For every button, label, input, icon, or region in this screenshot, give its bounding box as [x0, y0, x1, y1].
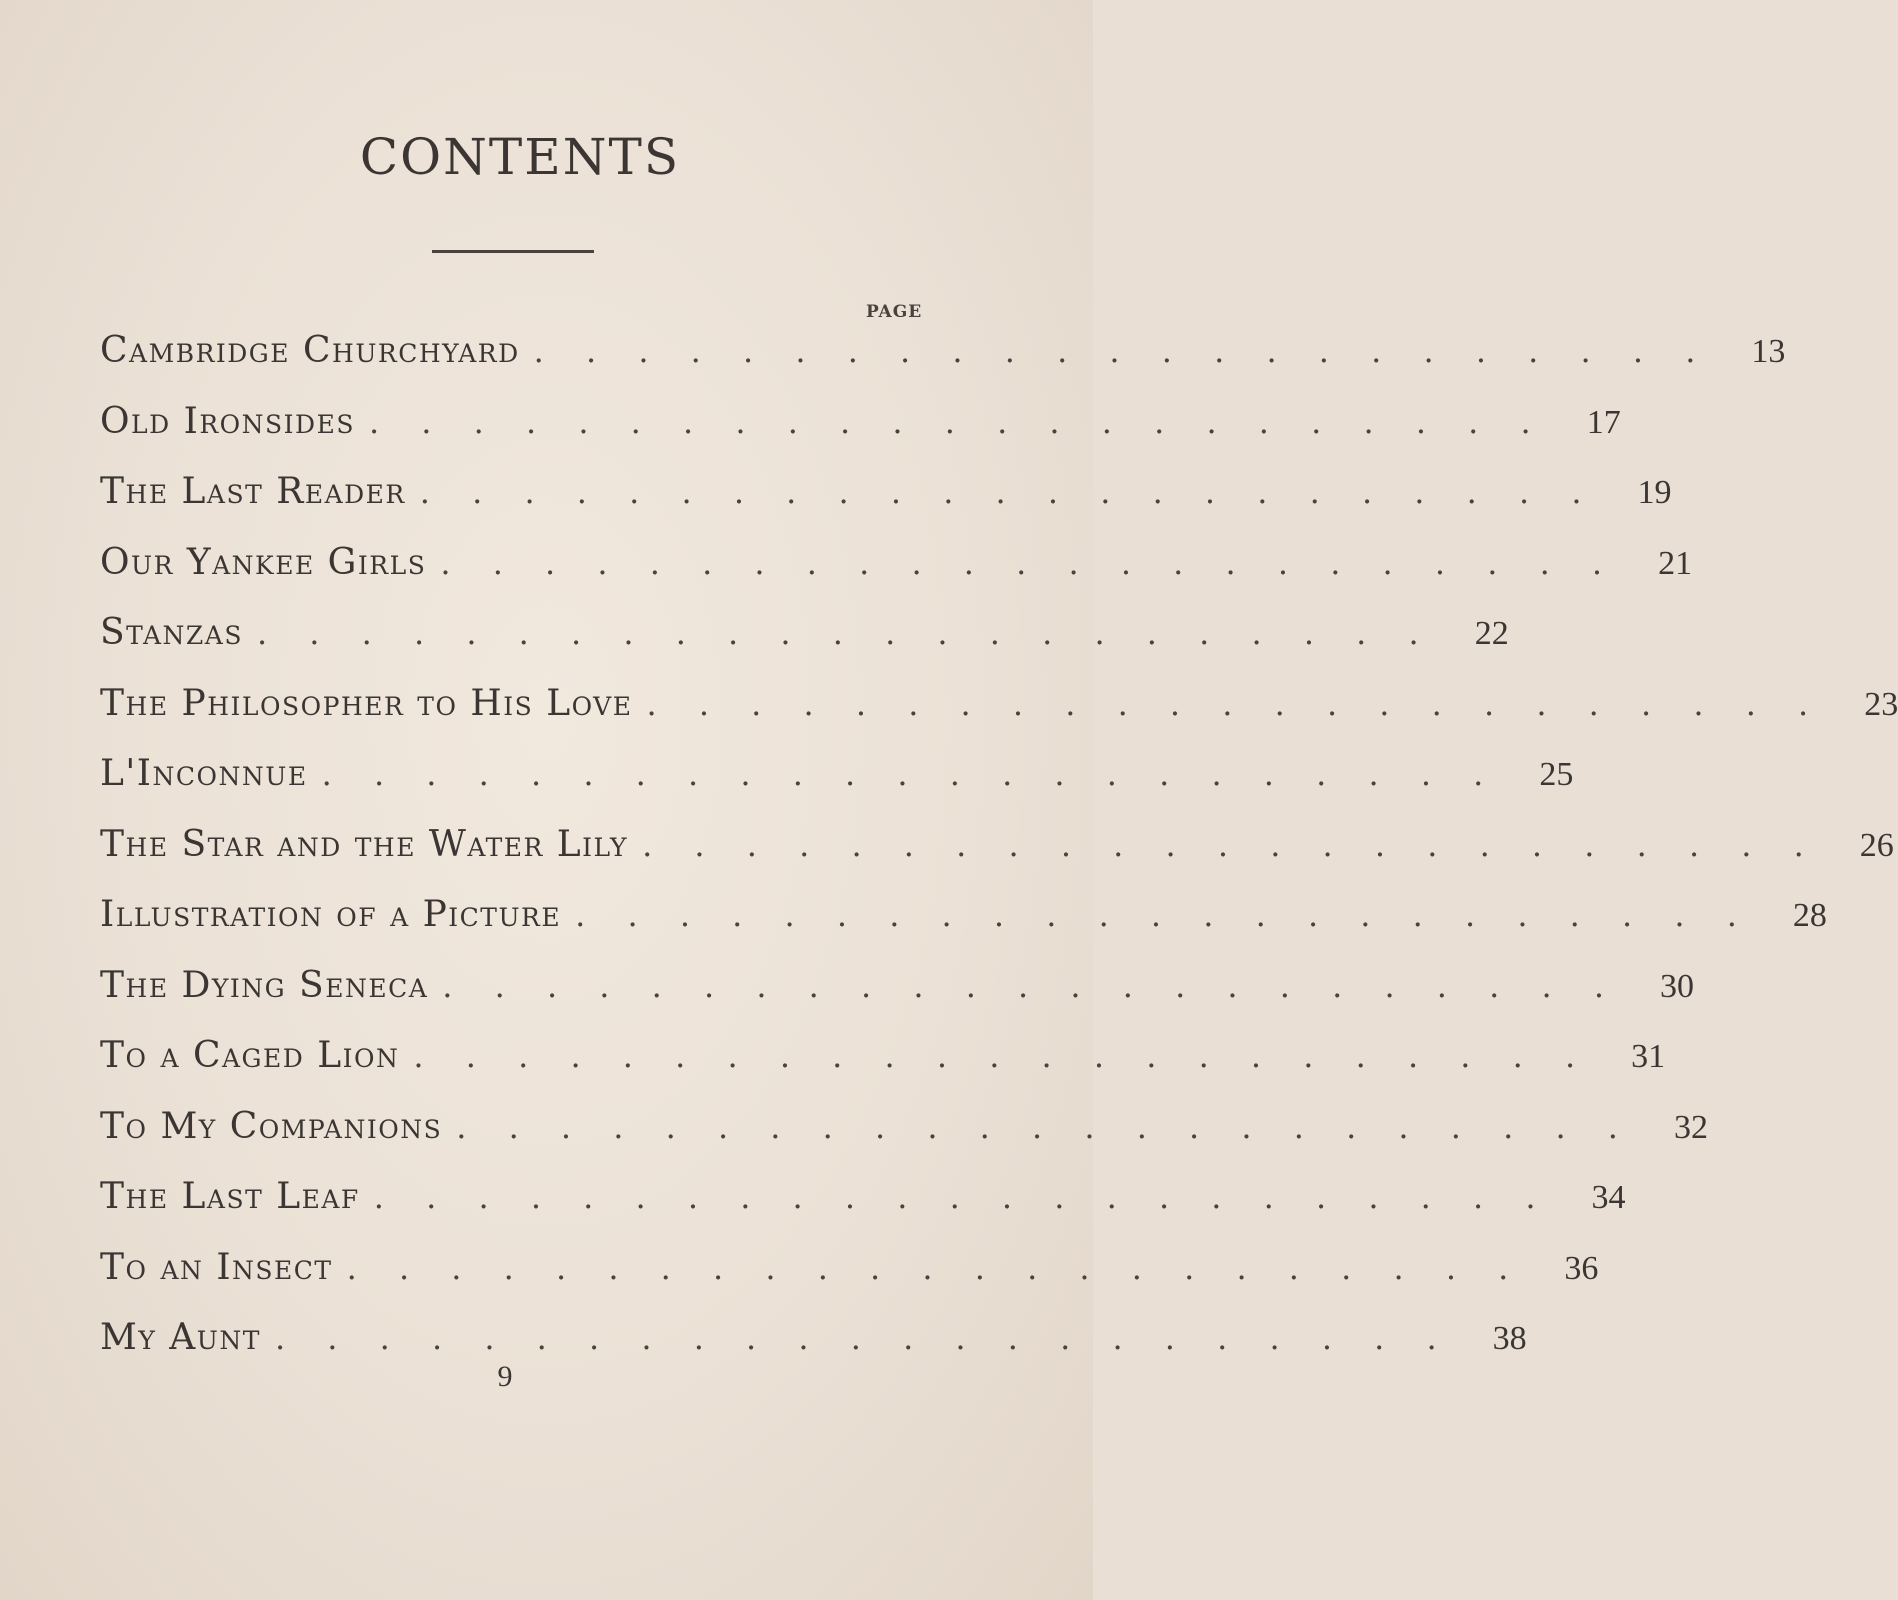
entry-page-number: 22	[1474, 615, 1509, 652]
entry-title: To an Insect	[100, 1246, 333, 1288]
contents-entry	[100, 400, 1621, 472]
dot-leader: . . . . . . . . . . . . . . . . . . . . . . .	[575, 896, 1753, 934]
dot-leader: . . . . . . . . . . . . . . . . . . . . . . .	[346, 1248, 1525, 1287]
entry-title: The Dying Seneca	[100, 964, 429, 1006]
entry-title: Cambridge Churchyard	[100, 330, 520, 371]
contents-list	[100, 330, 1898, 1388]
entry-title: Stanzas	[100, 612, 243, 653]
dot-leader: . . . . . . . . . . . . . . . . . . . . . . .	[642, 825, 1820, 864]
dot-leader: . . . . . . . . . . . . . . . . . . . . . . .	[274, 1319, 1453, 1357]
contents-entry	[100, 1176, 1626, 1247]
entry-title: My Aunt	[100, 1317, 261, 1358]
entry-title: The Philosopher to His Love	[100, 682, 633, 724]
entry-page-number: 17	[1586, 403, 1621, 441]
contents-entry	[100, 1105, 1708, 1177]
entry-title: To My Companions	[100, 1105, 443, 1147]
page-column-label: PAGE	[866, 302, 923, 322]
dot-leader: . . . . . . . . . . . . . . . . . . . . . . .	[646, 684, 1825, 723]
entry-page-number: 36	[1564, 1249, 1599, 1287]
dot-leader: . . . . . . . . . . . . . . . . . . . . . . .	[256, 614, 1435, 652]
contents-entry	[100, 823, 1894, 895]
contents-entry	[100, 1246, 1599, 1318]
dot-leader: . . . . . . . . . . . . . . . . . . . . . . .	[321, 755, 1500, 793]
contents-entry	[100, 964, 1694, 1036]
dot-leader: . . . . . . . . . . . . . . . . . . . . . . .	[456, 1107, 1634, 1146]
contents-entry	[100, 1035, 1666, 1106]
entry-page-number: 34	[1591, 1179, 1626, 1216]
entry-page-number: 32	[1673, 1108, 1708, 1146]
dot-leader: . . . . . . . . . . . . . . . . . . . . . . .	[533, 332, 1712, 370]
contents-entry	[100, 894, 1827, 965]
entry-page-number: 26	[1859, 826, 1894, 864]
entry-title: The Star and the Water Lily	[100, 823, 629, 865]
entry-title: L'Inconnue	[100, 753, 308, 794]
contents-entry	[100, 753, 1574, 824]
dot-leader: . . . . . . . . . . . . . . . . . . . . . . .	[368, 402, 1547, 441]
entry-page-number: 23	[1864, 685, 1898, 723]
contents-entry	[100, 682, 1898, 754]
entry-title: The Last Leaf	[100, 1176, 360, 1217]
entry-title: Old Ironsides	[100, 400, 355, 442]
entry-page-number: 30	[1660, 967, 1694, 1005]
entry-page-number: 31	[1631, 1038, 1666, 1075]
entry-page-number: 13	[1751, 333, 1786, 370]
entry-title: Our Yankee Girls	[100, 541, 427, 583]
dot-leader: . . . . . . . . . . . . . . . . . . . . . . .	[442, 966, 1620, 1005]
dot-leader: . . . . . . . . . . . . . . . . . . . . . . .	[373, 1178, 1552, 1216]
entry-page-number: 21	[1658, 544, 1693, 582]
entry-page-number: 19	[1637, 474, 1672, 511]
entry-title: The Last Reader	[100, 471, 406, 512]
contents-entry	[100, 330, 1786, 401]
entry-page-number: 25	[1539, 756, 1574, 793]
page-folio-number: 9	[497, 1360, 513, 1393]
contents-heading: CONTENTS	[359, 128, 681, 186]
dot-leader: . . . . . . . . . . . . . . . . . . . . . . .	[419, 473, 1598, 511]
dot-leader: . . . . . . . . . . . . . . . . . . . . . . .	[413, 1037, 1592, 1075]
dot-leader: . . . . . . . . . . . . . . . . . . . . . . .	[440, 543, 1619, 582]
entry-title: To a Caged Lion	[100, 1035, 400, 1076]
entry-title: Illustration of a Picture	[100, 894, 562, 935]
heading-rule	[432, 250, 594, 253]
entry-page-number: 38	[1492, 1320, 1527, 1357]
contents-entry	[100, 471, 1672, 542]
entry-page-number: 28	[1792, 897, 1827, 934]
contents-entry	[100, 541, 1693, 613]
contents-entry	[100, 612, 1509, 683]
